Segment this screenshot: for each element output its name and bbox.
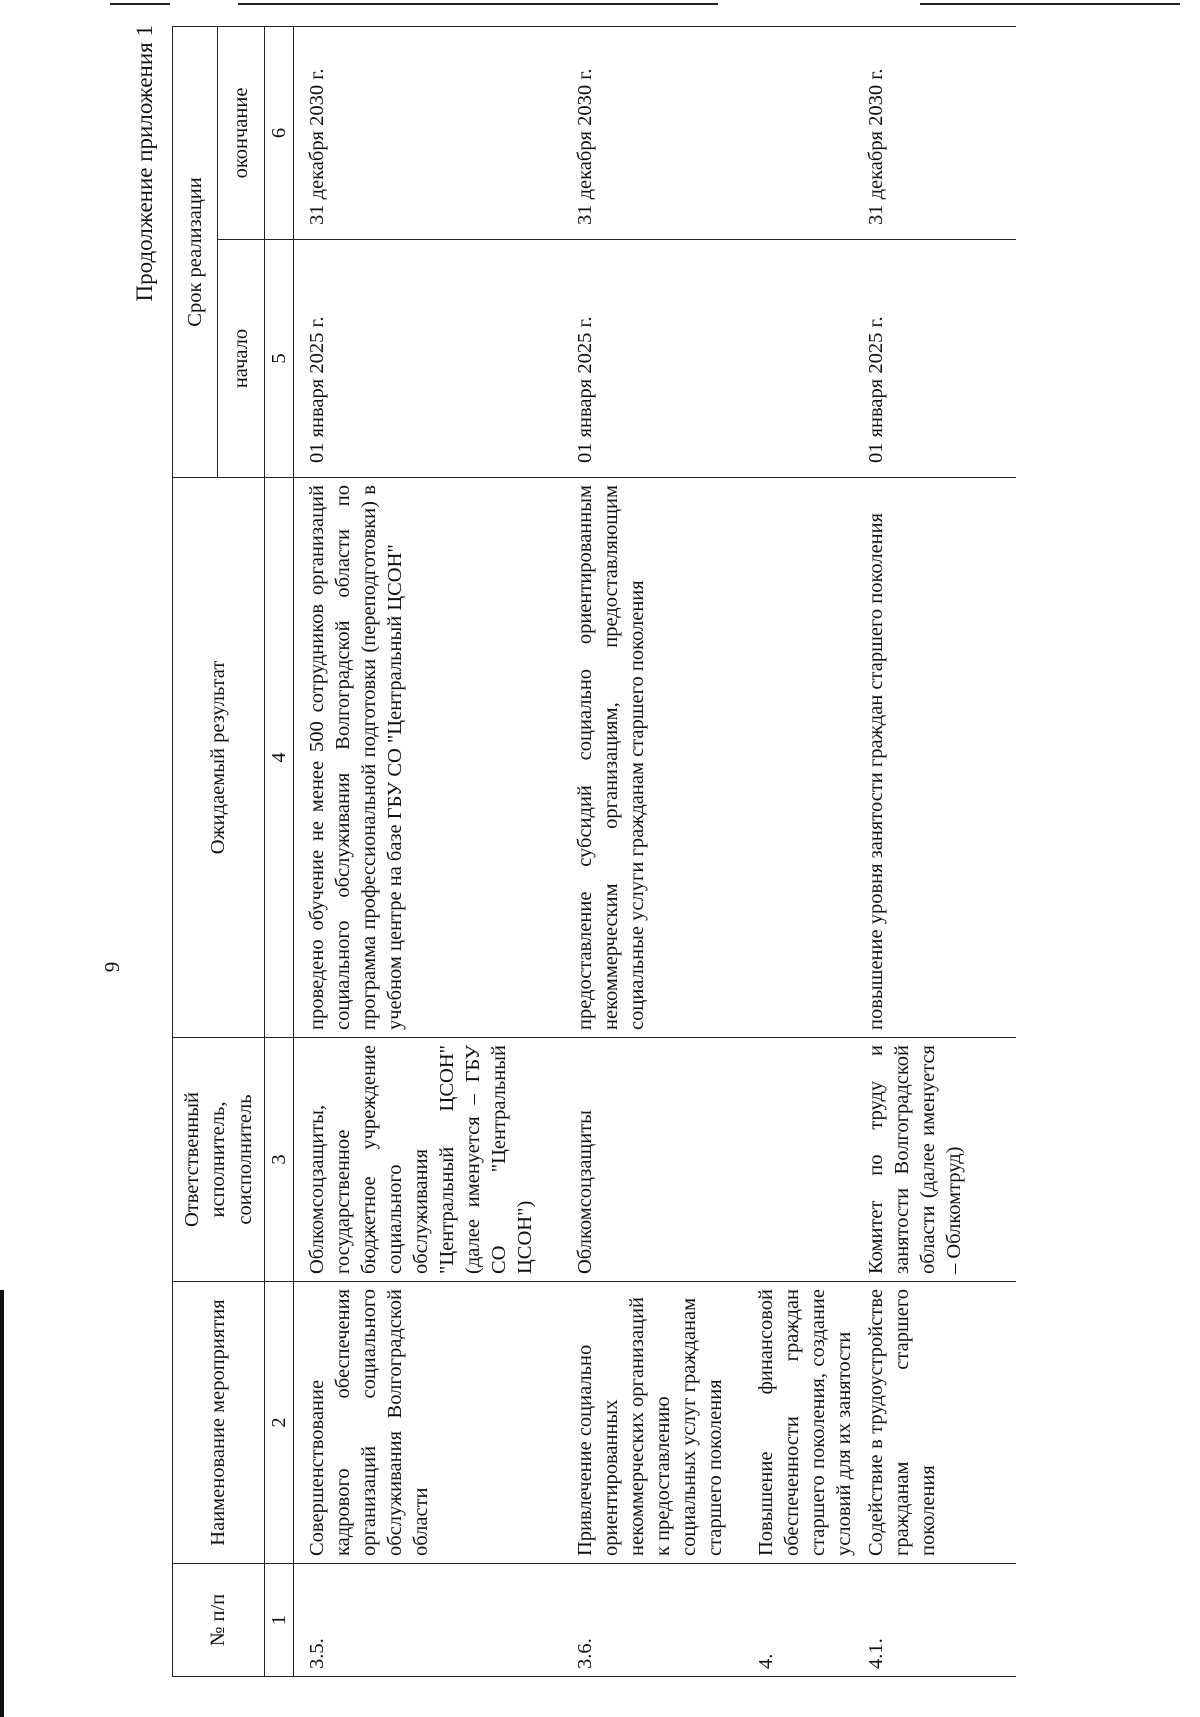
row-num: 4.1. — [860, 1564, 1016, 1677]
column-number-2: 2 — [265, 1282, 294, 1564]
row-num: 4. — [750, 1564, 860, 1677]
row-end: 31 декабря 2030 г. — [569, 26, 750, 239]
header-result: Ожидаемый результат — [173, 478, 265, 1038]
row-name: Повышение финансовой обеспеченности граждан старшего поколения, создание условий для их занятости — [750, 1282, 860, 1564]
header-end: окончание — [218, 26, 265, 239]
table-row — [294, 26, 570, 1676]
row-name: Привлечение социально ориентированных некоммерческих организаций к предоставлению социальных услуг гражданам старшего поколения — [569, 1282, 750, 1564]
row-num: 3.6. — [569, 1564, 750, 1677]
row-responsible — [750, 1038, 860, 1282]
row-start — [750, 240, 860, 478]
table-row — [569, 26, 750, 1676]
column-number-5: 5 — [265, 240, 294, 478]
row-responsible: Облкомсоцзащиты, государственное бюджетное учреждение социального обслуживания "Центральный ЦСОН" (далее именуется – ГБУ СО "Центральный ЦСОН") — [294, 1038, 570, 1282]
row-start: 01 января 2025 г. — [860, 240, 1016, 478]
page-number: 9 — [100, 961, 124, 973]
row-result: проведено обучение не менее 500 сотрудников организаций социального обслуживания Волгоградской области по программа профессиональной подготовки (переподготовки) в учебном центре на базе ГБУ СО "Центральный ЦСОН" — [294, 478, 570, 1038]
row-name: Совершенствование кадрового обеспечения организаций социального обслуживания Волгоградской области — [294, 1282, 570, 1564]
row-result — [750, 478, 860, 1038]
row-num: 3.5. — [294, 1564, 570, 1677]
row-start: 01 января 2025 г. — [569, 240, 750, 478]
row-responsible: Комитет по труду и занятости Волгоградской области (далее именуется – Облкомтруд) — [860, 1038, 1016, 1282]
row-result: повышение уровня занятости граждан старшего поколения — [860, 478, 1016, 1038]
table-row — [750, 26, 860, 1676]
row-end — [750, 26, 860, 239]
header-responsible: Ответственный исполнитель, соисполнитель — [173, 1038, 265, 1282]
table-row — [860, 26, 1016, 1676]
header-num: № п/п — [173, 1564, 265, 1677]
row-end: 31 декабря 2030 г. — [294, 26, 570, 239]
row-end: 31 декабря 2030 г. — [860, 26, 1016, 239]
header-period: Срок реализации — [173, 26, 218, 477]
column-number-3: 3 — [265, 1038, 294, 1282]
header-name: Наименование мероприятия — [173, 1282, 265, 1564]
column-number-4: 4 — [265, 478, 294, 1038]
continuation-caption: Продолжение приложения 1 — [132, 25, 157, 302]
column-number-1: 1 — [265, 1564, 294, 1677]
row-name: Содействие в трудоустройстве гражданам старшего поколения — [860, 1282, 1016, 1564]
header-start: начало — [218, 240, 265, 478]
row-start: 01 января 2025 г. — [294, 240, 570, 478]
column-number-6: 6 — [265, 26, 294, 239]
row-responsible: Облкомсоцзащиты — [569, 1038, 750, 1282]
measures-table — [172, 26, 1016, 1677]
row-result: предоставление субсидий социально ориентированным некоммерческим организациям, предоставляющим социальные услуги гражданам старшего поколения — [569, 478, 750, 1038]
